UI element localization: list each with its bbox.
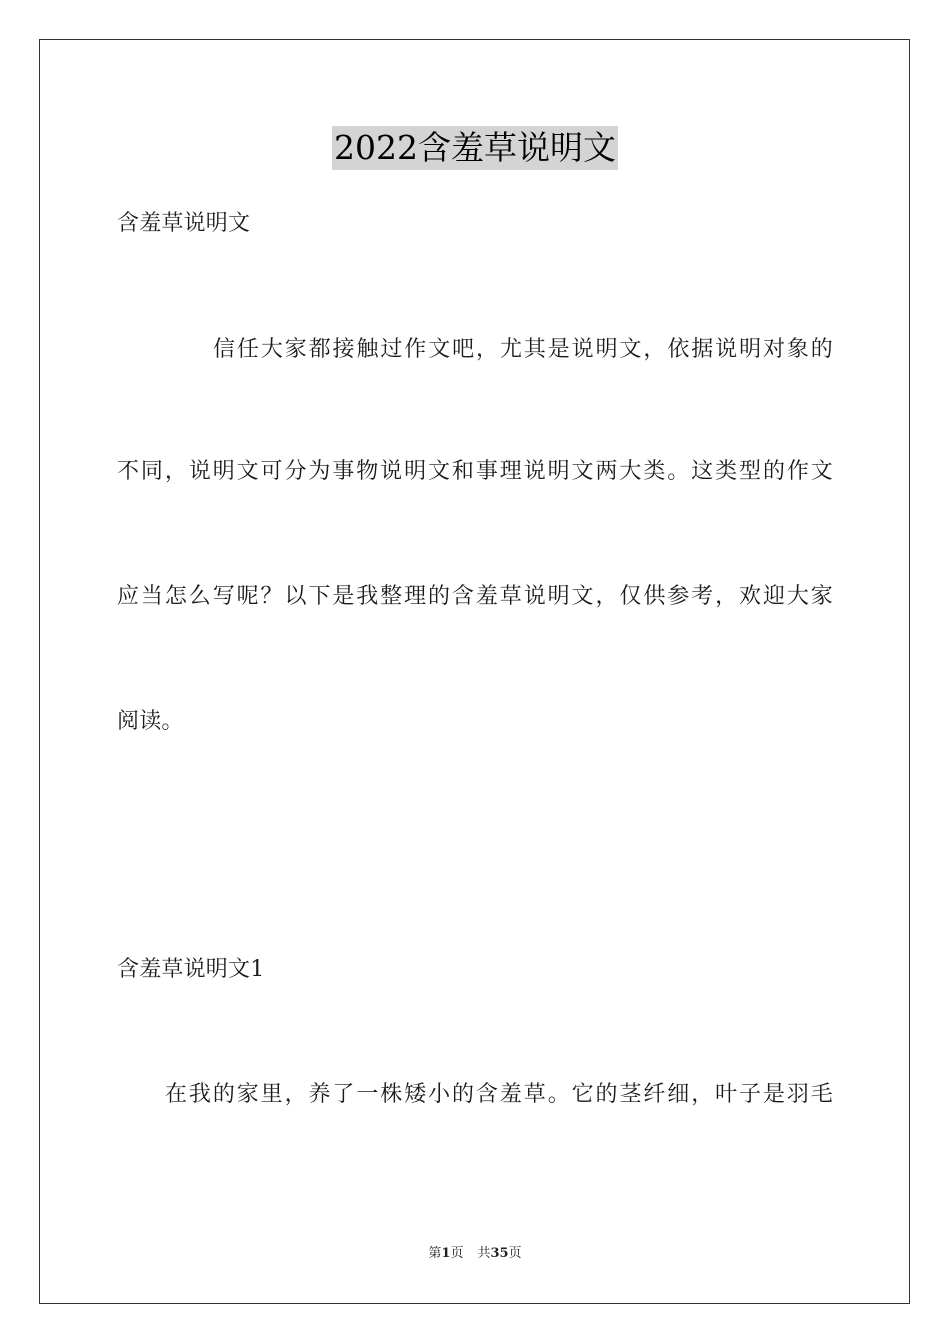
intro-line-4: 阅读。: [117, 709, 184, 734]
footer-total-prefix: 共: [477, 1246, 491, 1261]
section-heading: 含羞草说明文1: [117, 957, 265, 982]
section-line-1: 在我的家里，养了一株矮小的含羞草。它的茎纤细，叶子是羽毛: [165, 1082, 833, 1107]
footer-total-suffix: 页: [508, 1246, 522, 1261]
intro-line-1: 信任大家都接触过作文吧，尤其是说明文，依据说明对象的: [213, 337, 833, 362]
footer-page-prefix: 第: [428, 1246, 442, 1261]
footer-page-suffix: 页: [450, 1246, 464, 1261]
title-container: [0, 126, 950, 170]
document-subtitle: 含羞草说明文: [117, 211, 251, 236]
footer-page-number: 1: [441, 1246, 451, 1261]
intro-line-2: 不同，说明文可分为事物说明文和事理说明文两大类。这类型的作文: [117, 459, 833, 484]
intro-line-3: 应当怎么写呢？以下是我整理的含羞草说明文，仅供参考，欢迎大家: [117, 584, 833, 609]
document-title: 2022含羞草说明文: [332, 126, 618, 170]
page-footer: [0, 1245, 950, 1263]
footer-total-pages: 35: [490, 1246, 509, 1261]
